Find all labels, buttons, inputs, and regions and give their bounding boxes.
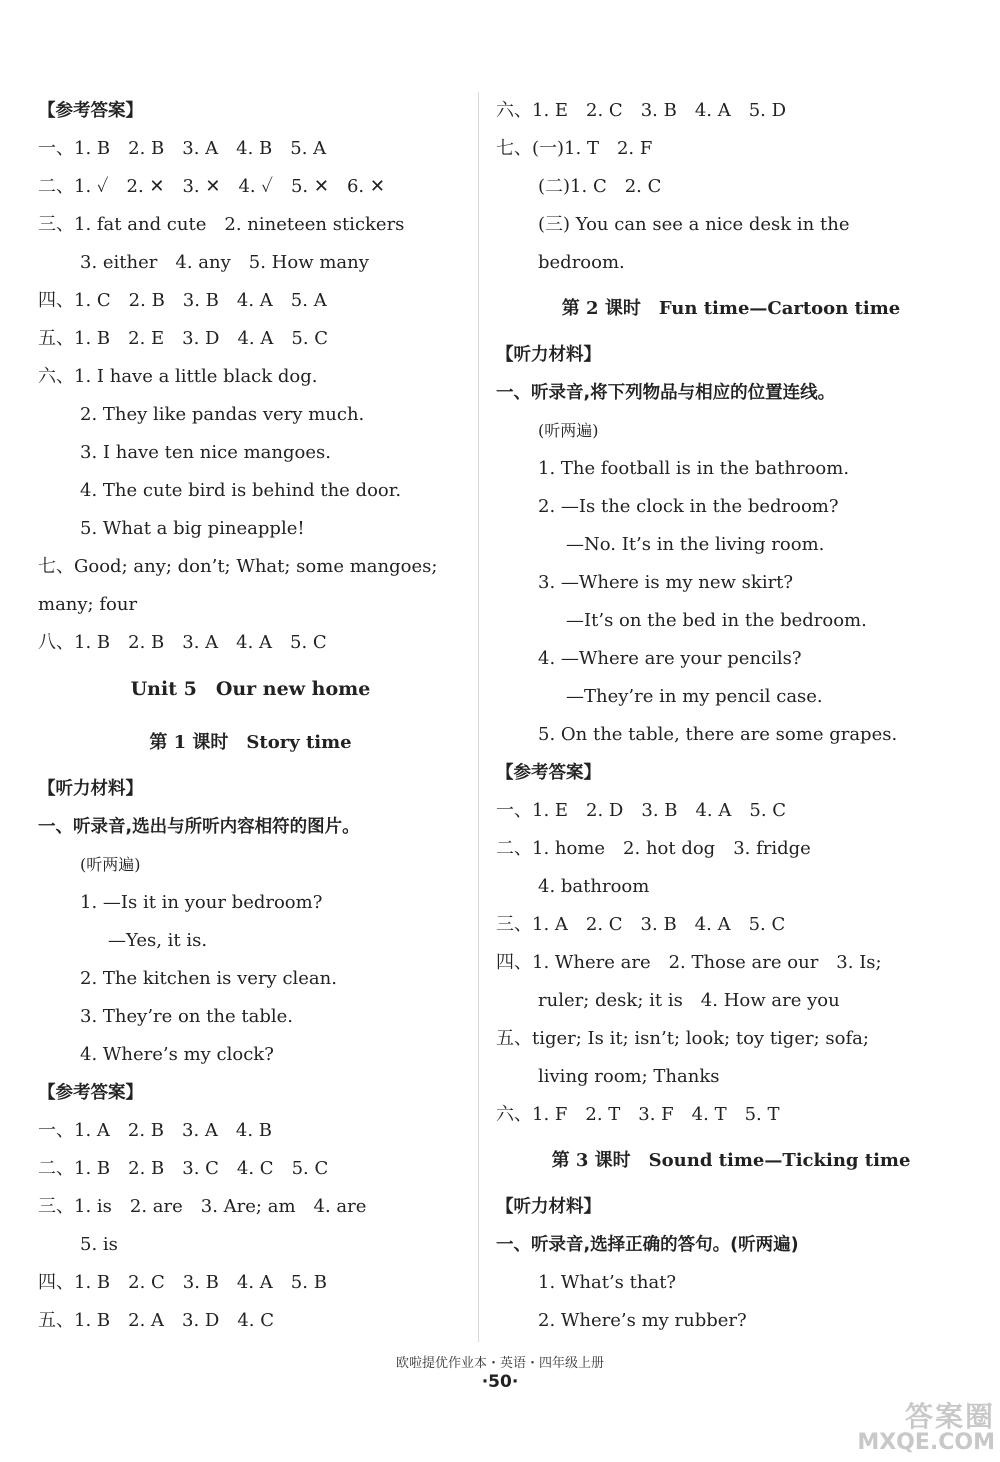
lesson-heading: Unit 5 Our new home [130,678,371,700]
section-heading: 【听力材料】 [496,1197,601,1217]
text-line: 2. They like pandas very much. [80,404,365,425]
text-line: —They’re in my pencil case. [566,686,823,707]
text-line: 五、1. B 2. A 3. D 4. C [38,1310,275,1331]
text-line: —It’s on the bed in the bedroom. [566,610,867,631]
text-line: 三、1. is 2. are 3. Are; am 4. are [38,1196,367,1217]
text-line: 5. On the table, there are some grapes. [538,724,898,745]
text-line: (听两遍) [80,855,141,874]
section-heading: 一、听录音,将下列物品与相应的位置连线。 [496,383,836,403]
lesson-heading: 第 3 课时 Sound time—Ticking time [551,1150,911,1171]
text-line: 一、1. E 2. D 3. B 4. A 5. C [496,800,787,821]
left-column [38,92,463,1340]
text-line: many; four [38,594,138,615]
text-line: 五、1. B 2. E 3. D 4. A 5. C [38,328,329,349]
section-heading: 【参考答案】 [38,101,143,121]
text-line: 一、1. A 2. B 3. A 4. B [38,1120,273,1141]
lesson-heading: 第 1 课时 Story time [149,732,352,753]
section-heading: 一、听录音,选出与所听内容相符的图片。 [38,817,360,837]
text-line: 七、(一)1. T 2. F [496,138,653,159]
text-line: 3. either 4. any 5. How many [80,252,369,273]
text-line: 2. Where’s my rubber? [538,1310,747,1331]
text-line: —Yes, it is. [108,930,208,951]
text-line: 5. is [80,1234,118,1255]
watermark-text: 答案圈 [904,1400,995,1433]
column-divider [478,92,479,1342]
text-line: 二、1. ✓ 2. ✕ 3. ✕ 4. ✓ 5. ✕ 6. ✕ [38,176,385,197]
text-line: 2. —Is the clock in the bedroom? [538,496,839,517]
text-line: 六、1. E 2. C 3. B 4. A 5. D [496,100,787,121]
text-line: (听两遍) [538,421,599,440]
footer-book-title: 欧啦提优作业本・英语・四年级上册 [395,1356,604,1371]
text-line: 3. —Where is my new skirt? [538,572,794,593]
section-heading: 【听力材料】 [38,779,143,799]
text-line: 4. The cute bird is behind the door. [80,480,402,501]
text-line: ruler; desk; it is 4. How are you [538,990,840,1011]
section-heading: 【参考答案】 [38,1083,143,1103]
text-line: 三、1. A 2. C 3. B 4. A 5. C [496,914,786,935]
text-line: 六、1. I have a little black dog. [38,366,318,387]
lesson-heading: 第 2 课时 Fun time—Cartoon time [561,298,901,319]
text-line: 5. What a big pineapple! [80,518,305,539]
text-line: 一、1. B 2. B 3. A 4. B 5. A [38,138,327,159]
text-line: 1. What’s that? [538,1272,677,1293]
watermark-url: MXQE.COM [857,1430,995,1455]
text-line: 二、1. home 2. hot dog 3. fridge [496,838,811,859]
text-line: 八、1. B 2. B 3. A 4. A 5. C [38,632,327,653]
text-line: 4. Where’s my clock? [80,1044,274,1065]
watermark-logo [655,1395,995,1455]
text-line: 3. They’re on the table. [80,1006,293,1027]
section-heading: 【参考答案】 [496,763,601,783]
text-line: 六、1. F 2. T 3. F 4. T 5. T [496,1104,780,1125]
text-line: 七、Good; any; don’t; What; some mangoes; [38,556,438,577]
right-column [496,92,966,1340]
text-line: 三、1. fat and cute 2. nineteen stickers [38,214,405,235]
text-line: 4. —Where are your pencils? [538,648,802,669]
text-line: —No. It’s in the living room. [566,534,825,555]
text-line: 1. —Is it in your bedroom? [80,892,323,913]
section-heading: 一、听录音,选择正确的答句。(听两遍) [496,1235,799,1255]
text-line: bedroom. [538,252,625,273]
text-line: 四、1. Where are 2. Those are our 3. Is; [496,952,882,973]
text-line: 2. The kitchen is very clean. [80,968,337,989]
text-line: 1. The football is in the bathroom. [538,458,850,479]
text-line: (三) You can see a nice desk in the [538,214,850,235]
text-line: living room; Thanks [538,1066,720,1087]
text-line: 四、1. B 2. C 3. B 4. A 5. B [38,1272,327,1293]
text-line: 四、1. C 2. B 3. B 4. A 5. A [38,290,327,311]
text-line: 二、1. B 2. B 3. C 4. C 5. C [38,1158,329,1179]
page-number: ·50· [481,1372,519,1392]
text-line: 3. I have ten nice mangoes. [80,442,331,463]
text-line: (二)1. C 2. C [538,176,662,197]
text-line: 五、tiger; Is it; isn’t; look; toy tiger; sofa; [496,1028,869,1049]
text-line: 4. bathroom [538,876,650,897]
section-heading: 【听力材料】 [496,345,601,365]
